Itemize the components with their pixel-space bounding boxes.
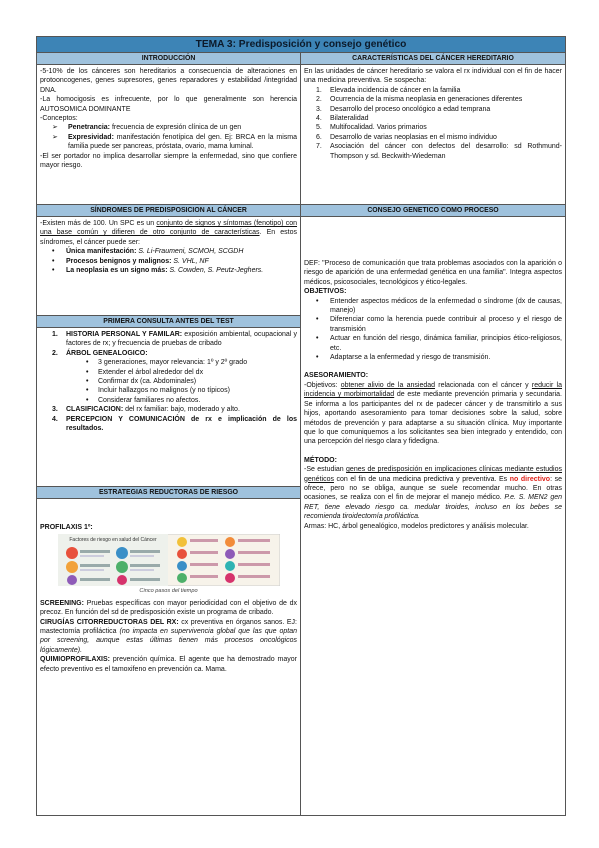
list-item: 3. Desarrollo del proceso oncológico a edad temprana: [316, 105, 491, 113]
list-item: 2. ÁRBOL GENEALOGICO:: [52, 349, 148, 357]
caracteristicas-paragraph: En las unidades de cáncer hereditario se valora el rx individual con el fin de hacer una medicina preventiva. Se sospecha:: [304, 68, 562, 85]
objetivos-label: OBJETIVOS:: [304, 288, 347, 296]
metodo-label: MÉTODO:: [304, 456, 337, 464]
intro-paragraph-2: -La homocigosis es infrecuente, por lo que generalmente son herencia AUTOSOMICA DOMINANTE: [40, 96, 297, 113]
list-item: 4. Bilateralidad: [316, 115, 369, 123]
list-item: • Diferenciar como la herencia puede contribuir al proceso y el riesgo de transmisión: [304, 315, 562, 334]
list-item: • Entender aspectos médicos de la enfermedad o síndrome (dx de causas, manejo): [304, 297, 562, 316]
section-header-consejo: CONSEJO GENETICO COMO PROCESO: [301, 204, 565, 217]
list-item: 1. Elevada incidencia de cáncer en la familia: [316, 86, 461, 94]
section-header-estrategias: ESTRATEGIAS REDUCTORAS DE RIESGO: [37, 486, 300, 499]
list-item: • Confirmar dx (ca. Abdominales): [40, 377, 297, 386]
screening-paragraph: SCREENING: Pruebas específicas con mayor periodicidad con el objetivo de dx precoz. En función del sd de predisposición existe un programa de cribado.: [40, 599, 297, 617]
list-item: • Actuar en función del riesgo, dinámica familiar, principios ético-religiosos, etc.: [304, 334, 562, 353]
sindromes-list: [40, 247, 297, 275]
metodo-paragraph: -Se estudian genes de predisposición en implicaciones clínicas mediante estudios genéticos con el fin de una medicina predictiva y preventiva. Es no directivo: se ofrece, pero no se obliga, aunque se suele recomendar mucho. En otras ocasiones, se realiza con el fin de mejorar el manejo médico. P.e. S. MEN2 gen RET, tiene elevado riesgo ca. medular tiroides, incluso en los bebes se recomienda tiroidectomía profiláctica.: [304, 466, 562, 521]
profilaxis-label: PROFILAXIS 1º:: [40, 524, 93, 531]
sindromes-paragraph: -Existen más de 100. Un SPC es un conjunto de signos y síntomas (fenotipo) con una base común y difieren de otro conjunto de características. En estos síndromes, el cáncer puede ser:: [40, 220, 298, 246]
section-header-caracteristicas: CARACTERÍSTICAS DEL CÁNCER HEREDITARIO: [301, 53, 565, 65]
arbol-sublist: [40, 358, 297, 405]
section-caracteristicas: [301, 65, 565, 204]
objetivos-list: [304, 297, 562, 363]
list-item: • 3 generaciones, mayor relevancia: 1º y 2º grado: [40, 358, 297, 367]
section-header-introduccion: INTRODUCCIÓN: [37, 53, 300, 65]
list-item: • La neoplasia es un signo más: S. Cowden, S. Peutz-Jeghers.: [40, 266, 297, 275]
page-title: TEMA 3: Predisposición y consejo genético: [37, 37, 565, 53]
list-item: 7. Asociación del cáncer con defectos del desarrollo: sd Rothmund-Thompson y sd. Beckwith-Wiedeman: [316, 143, 562, 160]
quimio-paragraph: QUIMIOPROFILAXIS: prevención química. El agente que ha demostrado mayor efecto preventivo es el tamoxifeno en prevención ca. Mama.: [40, 656, 297, 673]
section-introduccion: [37, 65, 300, 204]
consulta-list: [40, 330, 297, 358]
list-item: 2. Ocurrencia de la misma neoplasia en generaciones diferentes: [316, 96, 523, 104]
armas-paragraph: Armas: HC, árbol genealógico, modelos predictores y análisis molecular.: [304, 522, 529, 530]
asesoramiento-label: ASESORAMIENTO:: [304, 372, 369, 380]
list-item: 4. PERCEPCION Y COMUNICACIÓN de rx e implicación de los resultados.: [52, 415, 297, 433]
infographic-image: [58, 534, 280, 586]
list-item: 5. Multifocalidad. Varios primarios: [316, 124, 427, 132]
cirugias-paragraph: CIRUGÍAS CITORREDUCTORAS DEL RX: cx preventiva en órganos sanos. EJ: mastectomía profiláctica (no impacta en supervivencia global que las que optan por screening, aunque estas últimas tienen más procesos oncológicos lógicamente).: [40, 618, 298, 654]
section-consulta: [37, 328, 300, 486]
list-item: • Única manifestación: S. Li-Fraumeni, SCMOH, SCGDH: [40, 247, 297, 256]
list-item: ➢ Expresividad: manifestación fenotípica del gen. Ej: BRCA en la misma familia puede ser pancreas, próstata, ovario, mama luminal.: [40, 133, 297, 152]
asesoramiento-paragraph: -Objetivos: obtener alivio de la ansiedad relacionada con el cáncer y reducir la incidencia y morbimortalidad de este mediante prevención primaria y secundaria. Se informa a los participantes del rx de padecer cáncer y de transmitirlo a sus hijos, aportando asesoramiento para tomar decisiones sobre la salud, sobre métodos de prevención y para adaptarse a su situación clínica. Muy importante que lo que comuniquemos a los solicitantes sea bien integrado y entendido, con una percepción del riesgo clara y fidedigna.: [304, 381, 562, 446]
section-sindromes: [37, 217, 300, 315]
list-item: • Adaptarse a la enfermedad y riesgo de transmisión.: [304, 353, 562, 362]
risk-factors-infographic: [40, 534, 297, 596]
list-item: 6. Desarrollo de varias neoplasias en el mismo individuo: [316, 133, 497, 141]
list-item: • Extender el árbol alrededor del dx: [40, 368, 297, 377]
section-header-sindromes: SÍNDROMES DE PREDISPOSICION AL CÁNCER: [37, 204, 300, 217]
list-item: • Incluir hallazgos no malignos (y no típicos): [40, 386, 297, 395]
conceptos-label: -Conceptos:: [40, 115, 78, 123]
consulta-list-cont: [40, 405, 297, 433]
section-consejo: [301, 217, 565, 805]
list-item: ➢ Penetrancia: frecuencia de expresión clínica de un gen: [40, 123, 297, 132]
left-column: [37, 53, 301, 815]
summary-sheet: [36, 36, 566, 816]
list-item: • Procesos benignos y malignos: S. VHL, NF: [40, 257, 297, 266]
section-estrategias: [37, 499, 300, 815]
intro-paragraph-3: -El ser portador no implica desarrollar siempre la enfermedad, sino que confiere mayor riesgo.: [40, 152, 297, 170]
conceptos-list: [40, 123, 297, 151]
intro-paragraph-1: -5-10% de los cánceres son hereditarios a consecuencia de alteraciones en protooncogenes, genes supresores, genes reparadores y estabilidad /integridad DNA.: [40, 68, 297, 94]
list-item: 1. HISTORIA PERSONAL Y FAMILAR: exposición ambiental, ocupacional y factores de rx; y frecuencia de pruebas de cribado: [52, 331, 298, 348]
def-paragraph: DEF: "Proceso de comunicación que trata problemas asociados con la aparición o riesgo de aparición de una enfermedad genética en una familia". Integra aspectos médicos, psicosociales, tecnológicos y ético-legales.: [304, 260, 562, 286]
section-header-consulta: PRIMERA CONSULTA ANTES DEL TEST: [37, 315, 300, 328]
list-item: 3. CLASIFICACION: del rx familiar: bajo, moderado y alto.: [52, 406, 240, 414]
columns: [37, 53, 565, 815]
infographic-caption: Cinco pasos del tiempo: [139, 588, 198, 595]
right-column: [301, 53, 565, 815]
list-item: • Considerar familiares no afectos.: [40, 396, 297, 405]
infographic-title: Factores de riesgo en salud del Cáncer: [68, 537, 157, 544]
sospecha-list: [304, 86, 562, 161]
